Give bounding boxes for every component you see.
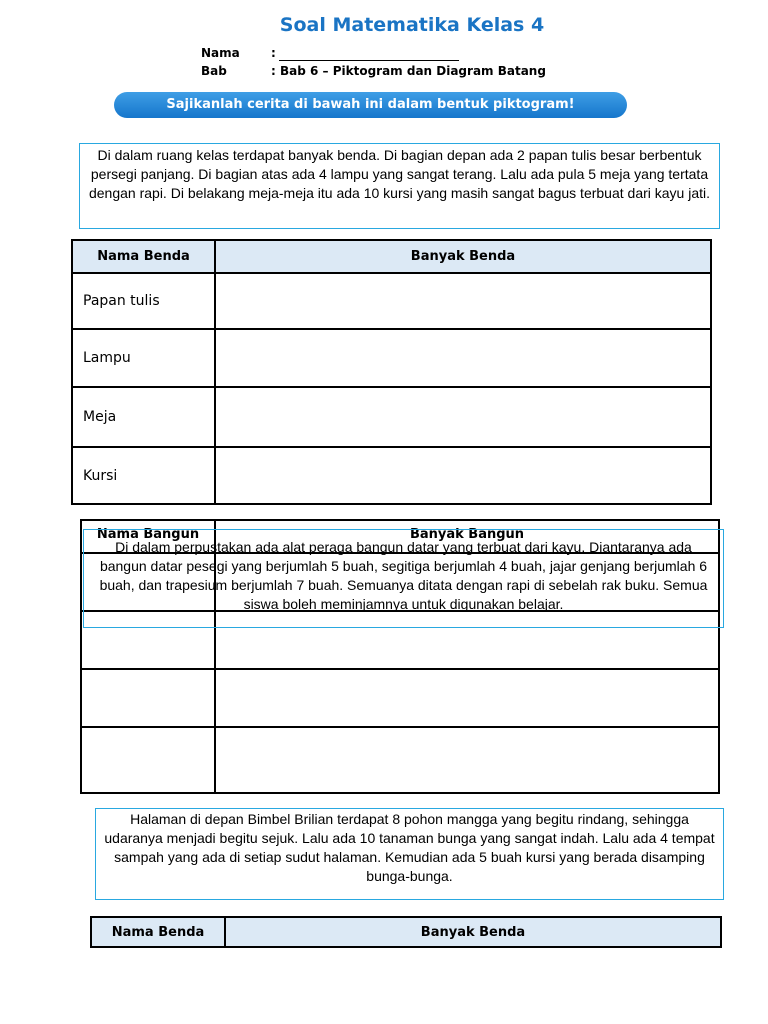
row-label: Papan tulis	[72, 273, 215, 329]
bab-value: : Bab 6 – Piktogram dan Diagram Batang	[271, 64, 546, 78]
answer-cell[interactable]	[215, 669, 719, 727]
pictogram-table-classroom	[71, 239, 712, 505]
pictogram-table-yard	[90, 916, 722, 948]
table-row	[81, 669, 719, 727]
answer-cell[interactable]	[215, 329, 711, 387]
nama-colon: :	[271, 46, 276, 60]
instruction-banner: Sajikanlah cerita di bawah ini dalam bentuk piktogram!	[114, 92, 627, 118]
table-row	[72, 329, 711, 387]
table-row	[81, 727, 719, 793]
header-banyak-benda: Banyak Benda	[225, 917, 721, 947]
bab-label: Bab	[201, 64, 227, 78]
header-nama-benda: Nama Benda	[72, 240, 215, 273]
name-cell[interactable]	[81, 669, 215, 727]
story-box-library: Di dalam perpustakan ada alat peraga bangun datar yang terbuat dari kayu. Diantaranya ada bangun datar pesegi yang berjumlah 5 buah, segitiga berjumlah 4 buah, jajar genjang berjumlah 6 buah, dan trapesium berjumlah 7 buah. Semuanya ditata dengan rapi di sebelah rak buku. Semua siswa boleh meminjamnya untuk digunakan belajar.	[83, 529, 724, 628]
header-nama-bangun: Nama Bangun	[81, 520, 215, 553]
row-label: Meja	[72, 387, 215, 447]
nama-label: Nama	[201, 46, 240, 60]
page-title: Soal Matematika Kelas 4	[279, 14, 545, 36]
header-nama-benda: Nama Benda	[91, 917, 225, 947]
story-box-yard: Halaman di depan Bimbel Brilian terdapat 8 pohon mangga yang begitu rindang, sehingga udaranya menjadi begitu sejuk. Lalu ada 10 tanaman bunga yang sangat indah. Lalu ada 4 tempat sampah yang ada di setiap sudut halaman. Kemudian ada 5 buah kursi yang berada disamping bunga-bunga.	[95, 808, 724, 900]
table-row	[72, 447, 711, 504]
nama-underline	[279, 60, 459, 61]
answer-cell[interactable]	[215, 727, 719, 793]
row-label: Lampu	[72, 329, 215, 387]
table-row	[72, 273, 711, 329]
name-cell[interactable]	[81, 727, 215, 793]
header-banyak-benda: Banyak Benda	[215, 240, 711, 273]
table-row	[72, 387, 711, 447]
story-box-classroom: Di dalam ruang kelas terdapat banyak benda. Di bagian depan ada 2 papan tulis besar berbentuk persegi panjang. Di bagian atas ada 4 lampu yang sangat terang. Lalu ada pula 5 meja yang tertata dengan rapi. Di belakang meja-meja itu ada 10 kursi yang masih sangat bagus terbuat dari kayu jati.	[79, 143, 720, 229]
row-label: Kursi	[72, 447, 215, 504]
answer-cell[interactable]	[215, 447, 711, 504]
answer-cell[interactable]	[215, 387, 711, 447]
header-banyak-bangun: Banyak Bangun	[215, 520, 719, 553]
answer-cell[interactable]	[215, 273, 711, 329]
